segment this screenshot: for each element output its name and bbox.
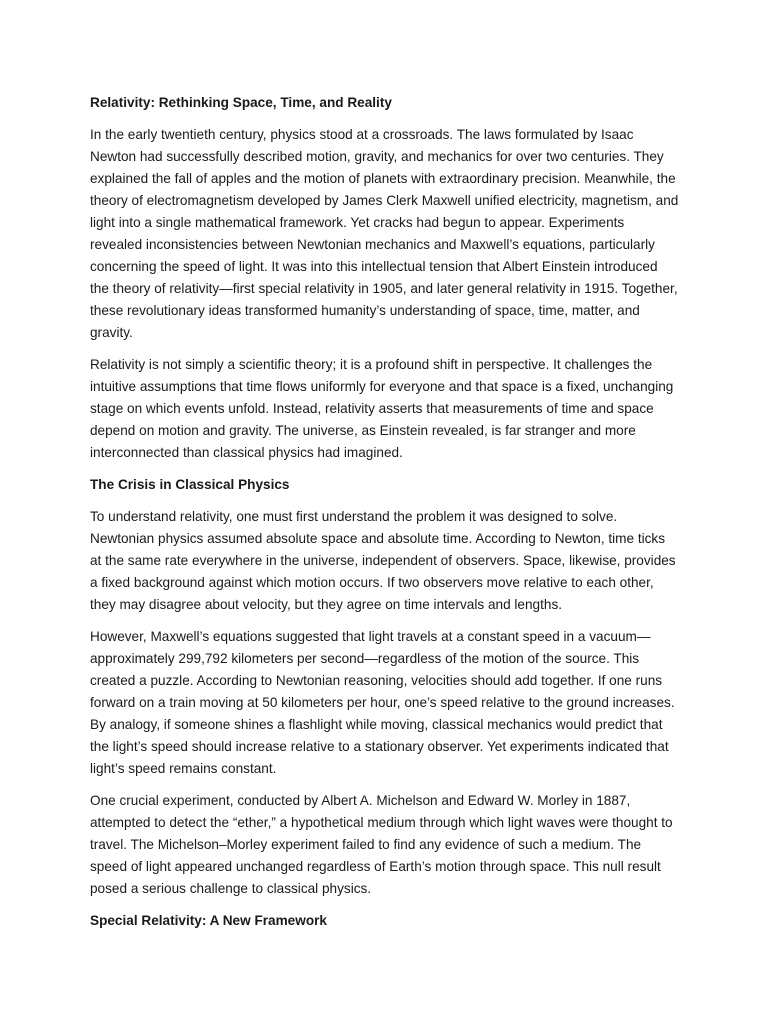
paragraph-michelson-morley: One crucial experiment, conducted by Albert A. Michelson and Edward W. Morley in 1887, attempted to detect the “ether,” a hypothetical medium through which light waves were thought to travel. The Michelson–Morley experiment failed to find any evidence of such a medium. The speed of light appeared unchanged regardless of Earth’s motion through space. This null result posed a serious challenge to classical physics. xyxy=(90,793,673,896)
paragraph-maxwell: However, Maxwell’s equations suggested that light travels at a constant speed in a vacuum—approximately 299,792 kilometers per second—regardless of the motion of the source. This created a puzzle. According to Newtonian reasoning, velocities should add together. If one runs forward on a train moving at 50 kilometers per hour, one’s speed relative to the ground increases. By analogy, if someone shines a flashlight while moving, classical mechanics would predict that the light’s speed should increase relative to a stationary observer. Yet experiments indicated that light’s speed remains constant. xyxy=(90,629,675,776)
paragraph-intro: In the early twentieth century, physics stood at a crossroads. The laws formulated by Isaac Newton had successfully described motion, gravity, and mechanics for over two centuries. They explained the fall of apples and the motion of planets with extraordinary precision. Meanwhile, the theory of electromagnetism developed by James Clerk Maxwell unified electricity, magnetism, and light into a single mathematical framework. Yet cracks had begun to appear. Experiments revealed inconsistencies between Newtonian mechanics and Maxwell’s equations, particularly concerning the speed of light. It was into this intellectual tension that Albert Einstein introduced the theory of relativity—first special relativity in 1905, and later general relativity in 1915. Together, these revolutionary ideas transformed humanity’s understanding of space, time, matter, and gravity. xyxy=(90,127,679,340)
section-heading-special-relativity: Special Relativity: A New Framework xyxy=(90,913,327,928)
section-heading-crisis: The Crisis in Classical Physics xyxy=(90,477,290,492)
document-page xyxy=(90,92,680,942)
paragraph-newtonian: To understand relativity, one must first understand the problem it was designed to solve. Newtonian physics assumed absolute space and absolute time. According to Newton, time ticks at the same rate everywhere in the universe, independent of observers. Space, likewise, provides a fixed background against which motion occurs. If two observers move relative to each other, they may disagree about velocity, but they agree on time intervals and lengths. xyxy=(90,509,676,612)
section-heading-relativity: Relativity: Rethinking Space, Time, and Reality xyxy=(90,95,392,110)
paragraph-perspective: Relativity is not simply a scientific theory; it is a profound shift in perspective. It challenges the intuitive assumptions that time flows uniformly for everyone and that space is a fixed, unchanging stage on which events unfold. Instead, relativity asserts that measurements of time and space depend on motion and gravity. The universe, as Einstein revealed, is far stranger and more interconnected than classical physics had imagined. xyxy=(90,357,674,460)
